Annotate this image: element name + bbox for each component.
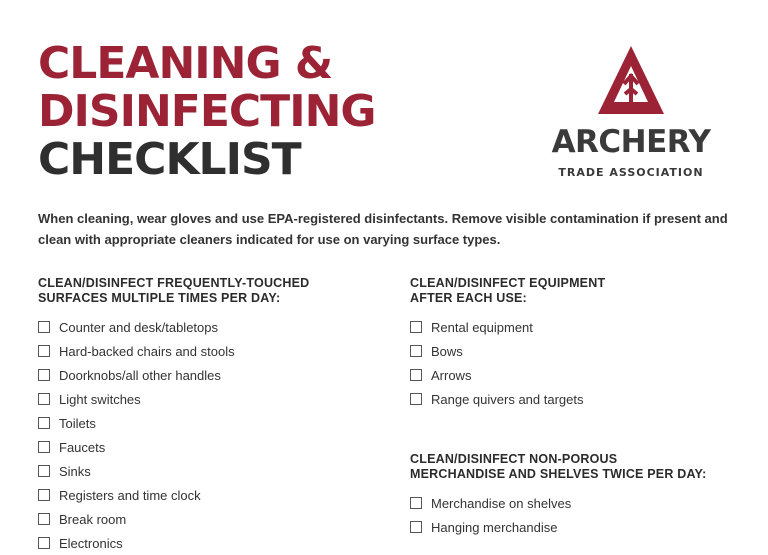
heading-line: CLEAN/DISINFECT FREQUENTLY-TOUCHED [38,276,310,290]
checkbox[interactable] [38,465,50,477]
checklist-item-label: Hard-backed chairs and stools [59,343,235,359]
checklist-item[interactable] [38,507,368,531]
checklist-item[interactable] [38,459,368,483]
checklist-item-label: Registers and time clock [59,487,201,503]
checkbox[interactable] [410,321,422,333]
checkbox[interactable] [38,489,50,501]
heading-line: CLEAN/DISINFECT NON-POROUS [410,452,618,466]
title-line-1: CLEANING & [38,38,333,89]
checklist-item-label: Break room [59,511,127,527]
checklist-item[interactable] [38,315,368,339]
checkbox[interactable] [410,345,422,357]
checklist-item-label: Rental equipment [431,319,533,335]
checkbox[interactable] [38,369,50,381]
checklist-item-label: Toilets [59,415,96,431]
archery-logo [542,44,720,184]
checkbox[interactable] [410,497,422,509]
section-heading [38,276,368,306]
checklist-item[interactable] [38,411,368,435]
heading-line: SURFACES MULTIPLE TIMES PER DAY: [38,291,281,305]
checklist [410,491,740,539]
checklist-item[interactable] [410,515,740,539]
checkbox[interactable] [410,393,422,405]
section-surfaces [38,276,368,555]
section-equipment [410,276,740,411]
checklist-item[interactable] [38,483,368,507]
checklist-item[interactable] [38,363,368,387]
checklist-item[interactable] [410,363,740,387]
checklist-item[interactable] [38,387,368,411]
checkbox[interactable] [38,537,50,549]
section-merchandise [410,452,740,539]
checklist-item-label: Electronics [59,535,123,551]
checklist-item[interactable] [410,339,740,363]
checklist-item-label: Doorknobs/all other handles [59,367,221,383]
title-line-2: DISINFECTING [38,86,376,137]
checklist-item[interactable] [38,339,368,363]
heading-line: MERCHANDISE AND SHELVES TWICE PER DAY: [410,467,707,481]
checklist-item-label: Light switches [59,391,141,407]
checklist-item-label: Range quivers and targets [431,391,584,407]
checklist-item[interactable] [38,531,368,555]
page-title [38,40,376,184]
heading-line: CLEAN/DISINFECT EQUIPMENT [410,276,606,290]
checklist-item[interactable] [410,315,740,339]
checkbox[interactable] [38,321,50,333]
section-heading [410,276,740,306]
checklist-item[interactable] [410,491,740,515]
checkbox[interactable] [38,393,50,405]
checklist-item[interactable] [410,387,740,411]
checklist-item-label: Hanging merchandise [431,519,558,535]
checklist-item-label: Faucets [59,439,106,455]
checklist-item-label: Sinks [59,463,91,479]
checklist-item-label: Bows [431,343,463,359]
checklist-item-label: Arrows [431,367,472,383]
checklist-item-label: Merchandise on shelves [431,495,572,511]
checkbox[interactable] [38,417,50,429]
logo-subtitle: TRADE ASSOCIATION [558,166,704,179]
checklist-item[interactable] [38,435,368,459]
archery-triangle-logo-icon [596,44,666,116]
checkbox[interactable] [38,345,50,357]
checkbox[interactable] [410,369,422,381]
checkbox[interactable] [410,521,422,533]
intro-text: When cleaning, wear gloves and use EPA-registered disinfectants. Remove visible contamination if present and clean with appropriate cleaners indicated for use on varying surface types. [38,211,728,247]
heading-line: AFTER EACH USE: [410,291,527,305]
logo-wordmark: ARCHERY [551,124,711,160]
checklist [410,315,740,411]
checklist-item-label: Counter and desk/tabletops [59,319,218,335]
checkbox[interactable] [38,513,50,525]
checklist [38,315,368,555]
checkbox[interactable] [38,441,50,453]
section-heading [410,452,740,482]
title-line-3: CHECKLIST [38,134,301,185]
